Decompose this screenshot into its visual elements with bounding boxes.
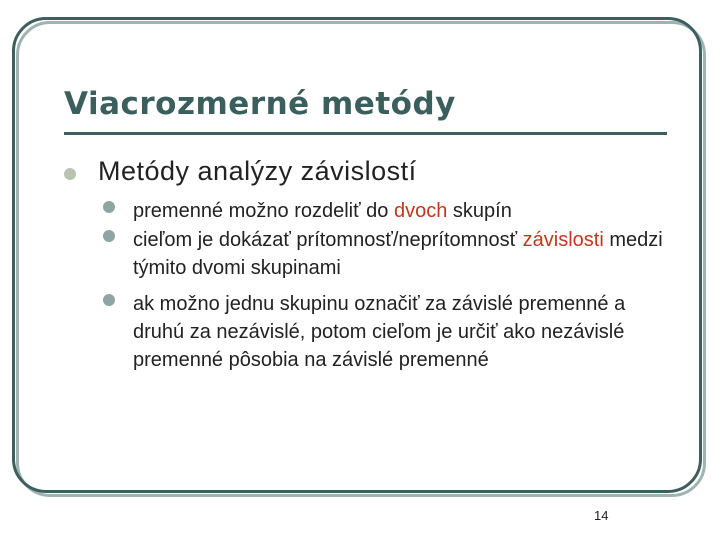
bullet-icon (103, 201, 115, 213)
title-underline (64, 132, 667, 135)
bullet-text-1 (133, 197, 512, 225)
bullet-text-3: ak možno jednu skupinu označiť za závislé premenné a druhú za nezávislé, potom cieľom je určiť ako nezávislé premenné pôsobia na závislé premenné (133, 293, 626, 371)
bullet-2-text-b: medzi týmito dvomi skupinami (133, 229, 663, 279)
bullet-1-text-a: premenné možno rozdeliť do (133, 200, 394, 222)
bullet-item-3 (103, 290, 663, 374)
bullet-text-2 (133, 226, 663, 282)
bullet-2-text-a: cieľom je dokázať prítomnosť/neprítomnosť (133, 229, 523, 251)
level1-bullet-icon (64, 168, 76, 180)
bullet-icon (103, 294, 115, 306)
bullet-1-highlight: dvoch (393, 200, 448, 222)
bullet-1-text-b: skupín (447, 200, 512, 222)
slide-title: Viacrozmerné metódy (64, 86, 456, 122)
bullet-item-1 (103, 197, 663, 225)
page-number: 14 (594, 508, 609, 523)
bullet-2-highlight: závislosti (522, 229, 604, 251)
bullet-item-2 (103, 226, 663, 282)
level1-text: Metódy analýzy závislostí (98, 156, 417, 186)
level1-item (64, 156, 417, 187)
bullet-icon (103, 230, 115, 242)
